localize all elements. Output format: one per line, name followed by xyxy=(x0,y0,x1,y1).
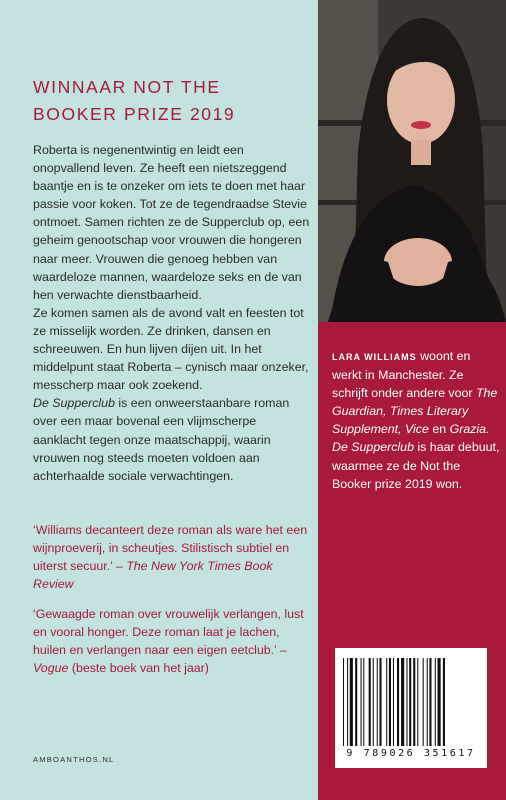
barcode-bar xyxy=(373,658,374,746)
barcode-bar xyxy=(393,658,394,746)
author-portrait-illustration xyxy=(318,0,506,322)
barcode-bar xyxy=(438,658,441,746)
author-name: LARA WILLIAMS xyxy=(332,352,417,362)
barcode-bar xyxy=(409,658,411,746)
barcode-bar xyxy=(369,658,371,746)
bio-text-3: is haar debuut, waarmee ze de Not the Booker prize 2019 won. xyxy=(332,440,500,491)
award-headline xyxy=(33,74,303,128)
isbn-barcode xyxy=(335,648,487,768)
barcode-bar xyxy=(406,658,407,746)
bio-text-1: woont en werkt in Manchester. Ze schrijft onder andere voor xyxy=(332,349,476,401)
quote2-source: Vogue xyxy=(33,661,69,676)
barcode-bar xyxy=(350,658,353,746)
barcode-bar xyxy=(386,658,387,746)
barcode-bar xyxy=(343,658,344,746)
barcode-bar xyxy=(401,658,404,746)
author-photo xyxy=(318,0,506,322)
barcode-bar xyxy=(429,658,431,746)
barcode-bars xyxy=(343,658,479,746)
barcode-bar xyxy=(355,658,357,746)
barcode-bar xyxy=(427,658,428,746)
barcode-bar xyxy=(389,658,391,746)
quote2-suffix: (beste boek van het jaar) xyxy=(68,661,209,676)
barcode-bar xyxy=(443,658,445,746)
review-quote-nyt xyxy=(33,521,311,593)
author-bio xyxy=(332,347,500,493)
blurb-book-title: De Supperclub xyxy=(33,396,115,411)
quote1-source: The New York Times Book Review xyxy=(33,559,273,592)
award-headline-line2: BOOKER PRIZE 2019 xyxy=(33,104,236,124)
blurb-paragraph-2: Ze komen samen als de avond valt en feesten tot ze misselijk worden. Ze drinken, dansen en schreeuwen. En hun lijven dijen uit. In het middelpunt staat Roberta – cynisch maar onzeker, messcherp maar ook zoekend. xyxy=(33,305,309,393)
barcode-bar xyxy=(377,658,378,746)
review-quote-vogue xyxy=(33,605,311,677)
bio-publications-1: The Guardian, Times Literary Supplement, Vice xyxy=(332,386,498,437)
barcode-bar xyxy=(423,658,424,746)
barcode-bar xyxy=(397,658,399,746)
blurb-paragraph-1: Roberta is negenentwintig en leidt een onopvallend leven. Ze heeft een nietszeggend baantje en is te onzeker om iets te doen met haar passie voor koken. Tot ze de tegendraadse Stevie ontmoet. Samen richten ze de Supperclub op, een geheim genootschap voor vrouwen die hongeren naar meer. Vrouwen die genoeg hebben van waardeloze mannen, waardeloze seks en de van hen verwachte dienstbaarheid. xyxy=(33,143,310,302)
bio-text-2: en xyxy=(428,422,450,437)
barcode-bar xyxy=(363,658,364,746)
bio-publications-2: Grazia. De Supperclub xyxy=(332,422,490,455)
quote2-text: ‘Gewaagde roman over vrouwelijk verlangen, lust en vooral honger. Deze roman laat je lachen, huilen en verlangen naar een eigen eetclub.’ – xyxy=(33,607,304,658)
barcode-bar xyxy=(379,658,381,746)
blurb-paragraph-3 xyxy=(33,394,311,484)
barcode-bar xyxy=(413,658,415,746)
barcode-bar xyxy=(347,658,348,746)
book-blurb xyxy=(33,141,311,485)
barcode-bar xyxy=(361,658,362,746)
barcode-bar xyxy=(417,658,418,746)
isbn-number: 9 789026 351617 xyxy=(346,748,476,759)
blurb-paragraph-3-text: is een onweerstaanbare roman over een maar bovenal een vlijmscherpe aanklacht tegen onze maatschappij, waarin vrouwen nog steeds moeten voldoen aan achterhaalde sociale verwachtingen. xyxy=(33,396,290,483)
award-headline-line1: WINNAAR NOT THE xyxy=(33,77,221,97)
barcode-bar xyxy=(435,658,436,746)
quote1-text: ‘Williams decanteert deze roman als ware het een wijnproeverij, in scheutjes. Stilistisch subtiel en uiterst secuur.’ – xyxy=(33,523,308,574)
publisher-website: AMBOANTHOS.NL xyxy=(33,755,115,764)
